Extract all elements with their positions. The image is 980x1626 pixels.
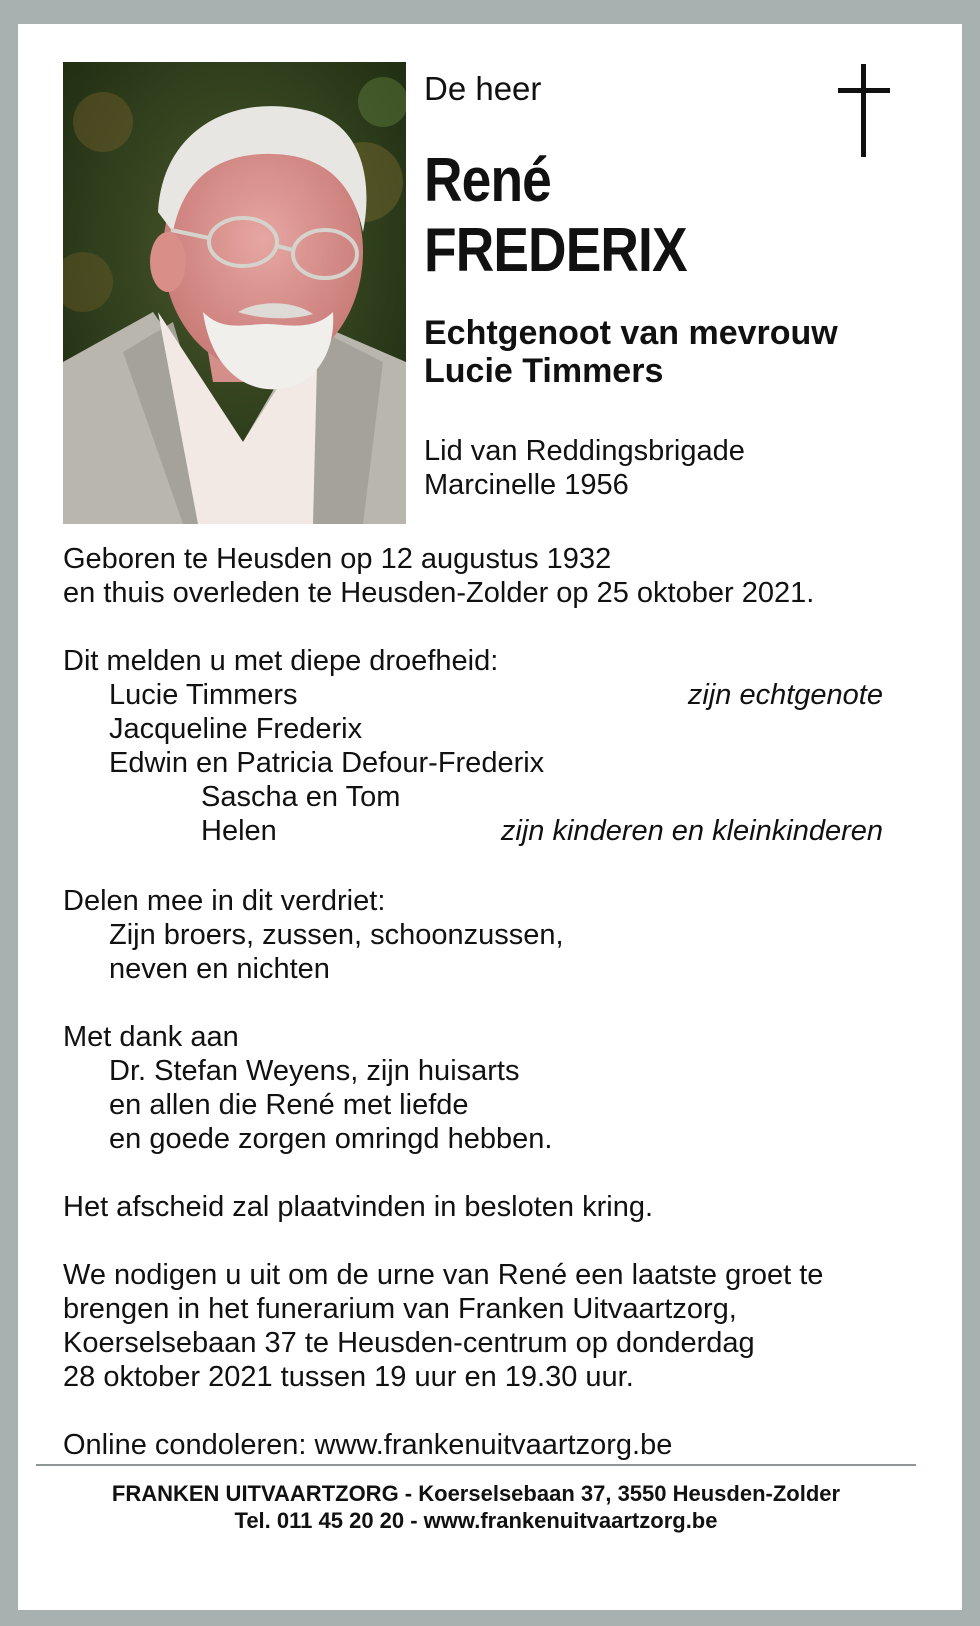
cross-icon <box>836 62 896 162</box>
mourner-role: zijn kinderen en kleinkinderen <box>500 815 883 847</box>
membership-line: Marcinelle 1956 <box>424 469 629 501</box>
birth-line: Geboren te Heusden op 12 augustus 1932 <box>63 543 612 575</box>
footer-divider <box>36 1464 916 1466</box>
sharing-section <box>63 884 564 986</box>
mourner-name: Helen <box>201 815 277 847</box>
mourner-name: Jacqueline Frederix <box>109 713 363 745</box>
mourner-name: Edwin en Patricia Defour-Frederix <box>109 747 545 779</box>
thanks-line: Dr. Stefan Weyens, zijn huisarts <box>109 1055 520 1087</box>
invitation-section <box>63 1258 823 1394</box>
farewell-text: Het afscheid zal plaatvinden in besloten kring. <box>63 1191 654 1223</box>
invitation-line: brengen in het funerarium van Franken Uitvaartzorg, <box>63 1293 737 1325</box>
mourners-section <box>63 644 883 848</box>
last-name: FREDERIX <box>424 216 687 285</box>
spouse-info <box>424 314 838 390</box>
footer-address: FRANKEN UITVAARTZORG - Koerselsebaan 37, 3550 Heusden-Zolder <box>111 1481 841 1506</box>
salutation: De heer <box>424 70 542 107</box>
mourner-role: zijn echtgenote <box>687 679 883 711</box>
thanks-intro: Met dank aan <box>63 1021 239 1053</box>
death-line: en thuis overleden te Heusden-Zolder op 25 oktober 2021. <box>63 577 815 609</box>
mourner-row <box>63 712 883 746</box>
spouse-line: Echtgenoot van mevrouw <box>424 314 838 352</box>
obituary-inner-panel <box>14 20 966 1614</box>
sharing-line: Zijn broers, zussen, schoonzussen, <box>109 919 564 951</box>
sharing-line: neven en nichten <box>109 953 330 985</box>
spouse-name: Lucie Timmers <box>424 352 664 390</box>
mourner-row <box>63 746 883 780</box>
mourner-name: Lucie Timmers <box>109 679 298 711</box>
thanks-section <box>63 1020 552 1156</box>
thanks-line: en goede zorgen omringd hebben. <box>109 1123 553 1155</box>
thanks-line: en allen die René met liefde <box>109 1089 469 1121</box>
mourner-row <box>63 814 883 848</box>
first-name: René <box>424 146 551 215</box>
funeral-home-footer <box>18 1480 934 1534</box>
membership-line: Lid van Reddingsbrigade <box>424 435 745 467</box>
sharing-intro: Delen mee in dit verdriet: <box>63 885 386 917</box>
mourner-row <box>63 780 883 814</box>
portrait-photo <box>63 62 406 524</box>
footer-contact: Tel. 011 45 20 20 - www.frankenuitvaartzorg.be <box>234 1508 718 1533</box>
online-condolence-link[interactable]: Online condoleren: www.frankenuitvaartzorg.be <box>63 1429 673 1461</box>
mourner-row <box>63 678 883 712</box>
invitation-line: Koerselsebaan 37 te Heusden-centrum op donderdag <box>63 1327 755 1359</box>
mourner-name: Sascha en Tom <box>201 781 401 813</box>
mourners-intro: Dit melden u met diepe droefheid: <box>63 645 499 677</box>
deceased-name <box>424 146 687 286</box>
birth-death-info <box>63 542 814 610</box>
invitation-line: 28 oktober 2021 tussen 19 uur en 19.30 uur. <box>63 1361 634 1393</box>
membership-info <box>424 434 745 502</box>
invitation-line: We nodigen u uit om de urne van René een laatste groet te <box>63 1259 824 1291</box>
